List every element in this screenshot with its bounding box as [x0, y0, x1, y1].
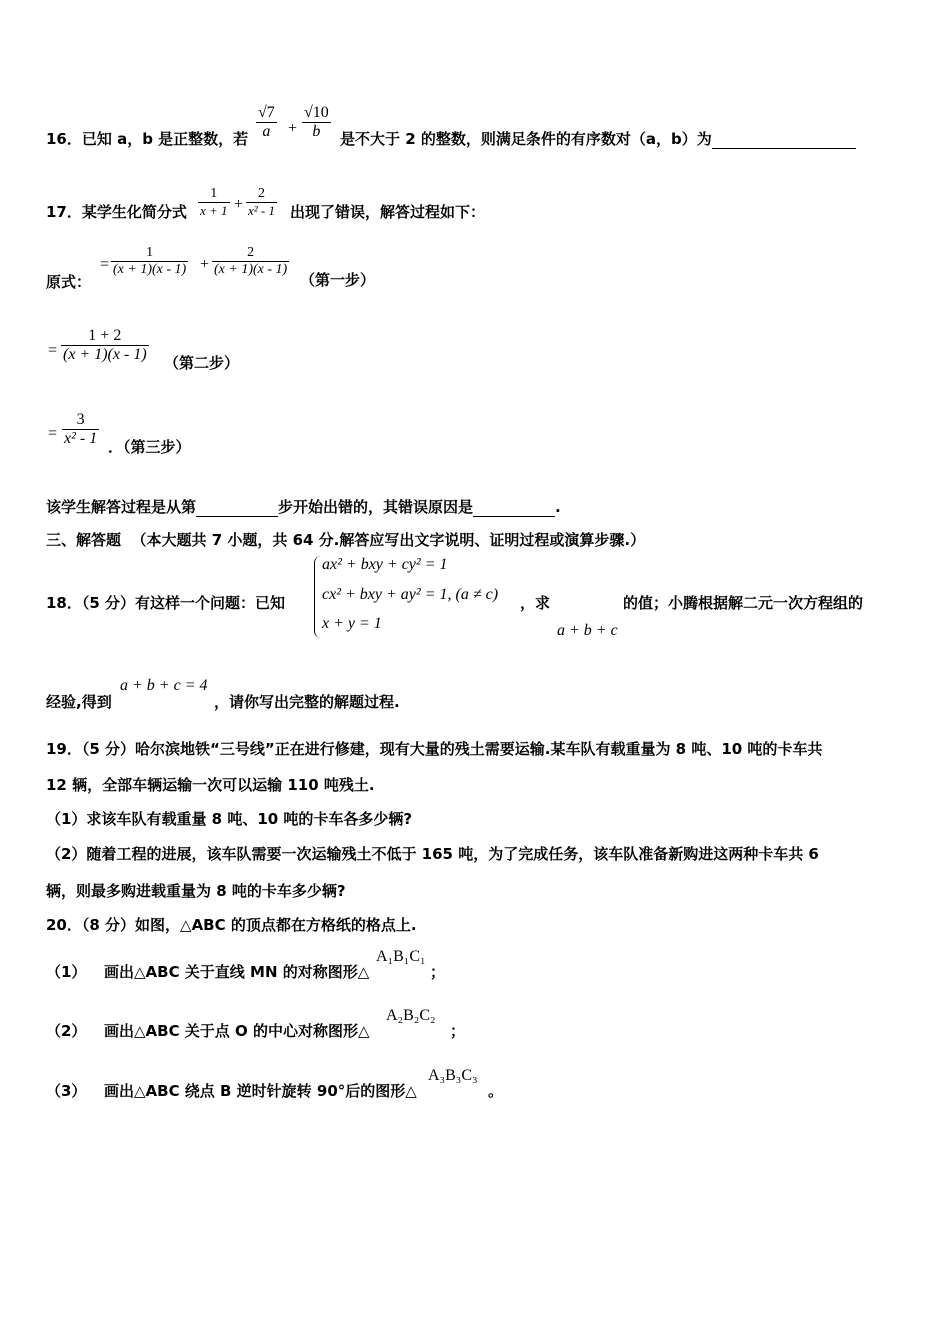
q20-part3-math: A₃B₃C₃	[428, 1067, 478, 1084]
q17-step1-fraction-1	[111, 245, 188, 278]
q17-f2-den: x² - 1	[248, 203, 275, 218]
q18-eq2: cx² + bxy + ay² = 1, (a ≠ c)	[322, 586, 499, 603]
section3-heading	[46, 529, 645, 550]
q16-frac1-den: a	[262, 123, 271, 140]
section3-desc: （本大题共 7 小题，共 64 分.解答应写出文字说明、证明过程或演算步骤.）	[131, 531, 646, 549]
q16-line	[46, 128, 248, 149]
q17-step3-label: ．（第三步）	[108, 438, 191, 456]
q19-part2-line1: （2）随着工程的进展，该车队需要一次运输残土不低于 165 吨，为了完成任务，该车队准备新购进这两种卡车共 6	[46, 845, 819, 863]
q16-tail-line	[340, 128, 856, 149]
q20-part1-end: ；	[430, 963, 446, 981]
q17-tail: 出现了错误，解答过程如下：	[290, 203, 486, 221]
q17-reason-blank	[473, 498, 555, 517]
q19-part2-line2: 辆，则最多购进载重量为 8 吨的卡车多少辆?	[46, 882, 346, 900]
q19-line2: 12 辆，全部车辆运输一次可以运输 110 吨残土.	[46, 776, 375, 794]
q17-line	[46, 201, 187, 222]
q17-plus: +	[234, 196, 244, 213]
q17-s1f1-num: 1	[111, 245, 188, 262]
q16-fraction-1	[256, 104, 277, 141]
q18-eq1: ax² + bxy + cy² = 1	[322, 556, 448, 573]
q20-part2-num: （2）	[46, 1022, 87, 1040]
q17-step2-fraction	[61, 327, 149, 364]
q16-fraction-2	[302, 104, 331, 141]
q20-part2-math: A₂B₂C₂	[386, 1007, 436, 1024]
q17-s2-den: (x + 1)(x - 1)	[63, 346, 147, 363]
q18-line2-b: ，请你写出完整的解题过程.	[214, 693, 400, 711]
q16-answer-blank	[712, 130, 856, 149]
q17-s1f1-den: (x + 1)(x - 1)	[113, 262, 187, 277]
q18-tail: 的值；小腾根据解二元一次方程组的	[623, 594, 864, 612]
q20-part2-text: 画出△ABC 关于点 O 的中心对称图形△	[104, 1022, 370, 1040]
q17-conclusion-a: 该学生解答过程是从第	[46, 498, 197, 516]
q17-s2-num: 1 + 2	[61, 327, 149, 346]
q18-line2-a: 经验,得到	[46, 693, 112, 711]
q17-conclusion-c: .	[555, 498, 561, 516]
q18-target: a + b + c	[557, 622, 618, 639]
q17-f2-num: 2	[246, 186, 277, 203]
q17-step3-fraction	[62, 411, 99, 448]
q20-part2-end: ；	[450, 1022, 466, 1040]
q17-fraction-1	[198, 186, 230, 219]
q18-label: 18．（5 分）有这样一个问题：已知	[46, 594, 286, 612]
q17-s3-den: x² - 1	[64, 430, 98, 447]
q20-line1: 20．（8 分）如图，△ABC 的顶点都在方格纸的格点上.	[46, 916, 417, 934]
q17-f1-num: 1	[198, 186, 230, 203]
q17-step1-fraction-2	[212, 245, 289, 278]
q17-f1-den: x + 1	[200, 203, 228, 218]
q17-step2-label: （第二步）	[164, 354, 240, 372]
q18-eq3: x + y = 1	[322, 615, 382, 632]
q17-fraction-2	[246, 186, 277, 219]
q17-tail-line	[290, 201, 485, 222]
q16-frac1-num: √7	[258, 104, 275, 121]
q17-step1-equals: =	[100, 256, 110, 273]
q20-part3-num: （3）	[46, 1082, 87, 1100]
q17-step2-equals: =	[48, 342, 58, 359]
q20-part1-num: （1）	[46, 963, 87, 981]
q18-line2-b-wrap	[214, 691, 400, 712]
q16-label: 16．已知 a，b 是正整数，若	[46, 130, 249, 148]
q17-conclusion-b: 步开始出错的，其错误原因是	[278, 498, 474, 516]
q17-s1f2-den: (x + 1)(x - 1)	[214, 262, 288, 277]
q16-frac2-num: √10	[304, 104, 329, 121]
q19-part1: （1）求该车队有载重量 8 吨、10 吨的卡车各多少辆?	[46, 810, 413, 828]
q17-label: 17．某学生化简分式	[46, 203, 187, 221]
q18-system-brace	[314, 556, 321, 638]
q20-part1-math: A₁B₁C₁	[376, 948, 426, 965]
q20-part3-text: 画出△ABC 绕点 B 逆时针旋转 90°后的图形△	[104, 1082, 417, 1100]
q17-step1-plus: +	[200, 256, 210, 273]
q18-mid: ，求	[520, 594, 551, 612]
q17-original-label: 原式：	[46, 273, 92, 291]
q16-frac2-den: b	[312, 123, 321, 140]
q17-s1f2-num: 2	[212, 245, 289, 262]
q17-step3-equals: =	[48, 425, 58, 442]
q17-step-blank	[196, 498, 278, 517]
q19-line1: 19．（5 分）哈尔滨地铁“三号线”正在进行修建，现有大量的残土需要运输.某车队有载重量为 8 吨、10 吨的卡车共	[46, 740, 823, 758]
q16-tail: 是不大于 2 的整数，则满足条件的有序数对（a，b）为	[340, 130, 712, 148]
q18-line2	[46, 691, 112, 712]
q16-plus: +	[288, 120, 298, 137]
q18-line2-math: a + b + c = 4	[120, 677, 208, 694]
q20-part3-end: 。	[488, 1082, 504, 1100]
q17-conclusion	[46, 496, 561, 517]
q17-s3-num: 3	[62, 411, 99, 430]
q17-step1-label: （第一步）	[300, 271, 376, 289]
q20-part1-text: 画出△ABC 关于直线 MN 的对称图形△	[104, 963, 370, 981]
section3-title: 三、解答题	[46, 531, 122, 549]
